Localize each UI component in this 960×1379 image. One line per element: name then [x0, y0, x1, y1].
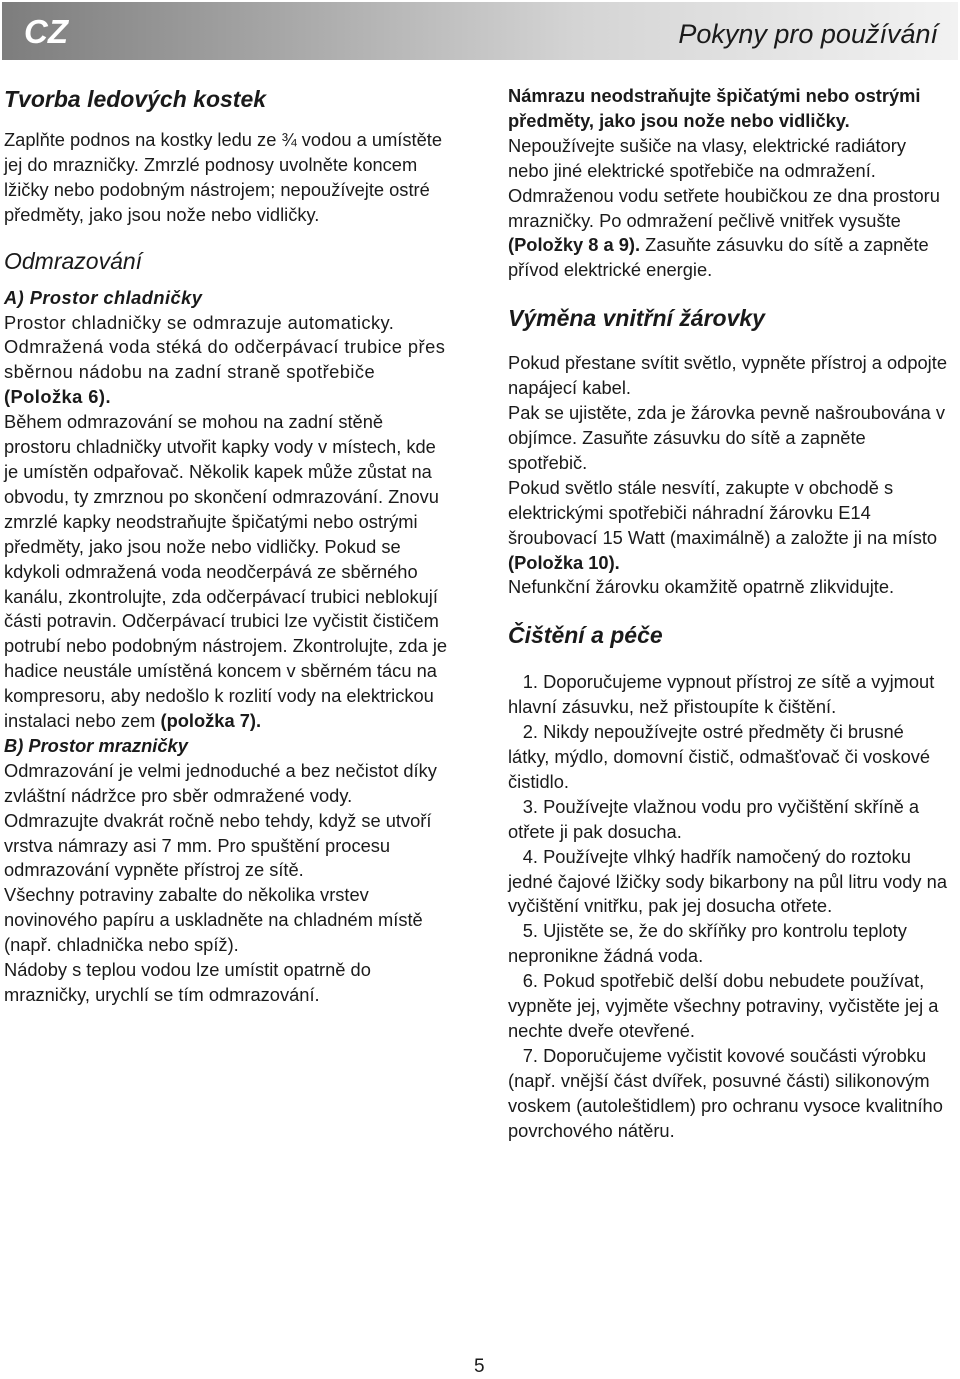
right-column [508, 84, 948, 1144]
list-number: 3. [522, 795, 538, 817]
list-item [508, 1044, 948, 1144]
list-item [508, 845, 948, 920]
freezer-paragraph-2: Odmrazujte dvakrát ročně nebo tehdy, když se utvoří vrstva námrazy asi 7 mm. Pro spuštění procesu odmrazování vypněte přístroj ze sítě. [4, 809, 432, 881]
left-column [4, 84, 450, 1008]
bulb-paragraph-4: Nefunkční žárovku okamžitě opatrně zlikvidujte. [508, 576, 895, 598]
freezer-subheading: B) Prostor mrazničky [4, 734, 188, 756]
care-heading: Čištění a péče [508, 622, 663, 649]
fridge-text-continued [4, 410, 450, 734]
list-number: 5. [522, 920, 538, 942]
header-bar [2, 2, 958, 60]
bulb-heading: Výměna vnitřní žárovky [508, 305, 765, 332]
wipe-water-text [508, 184, 948, 284]
language-code: CZ [24, 13, 68, 50]
list-number: 1. [522, 671, 538, 693]
bulb-paragraph-1: Pokud přestane svítit světlo, vypněte přístroj a odpojte napájecí kabel. [508, 352, 947, 399]
list-item [508, 919, 948, 969]
list-item [508, 969, 948, 1044]
freezer-paragraph-3: Všechny potraviny zabalte do několika vrstev novinového papíru a uskladněte na chladném místě (např. chladnička nebo spíž). [4, 884, 423, 956]
item7-ref: (položka 7). [160, 710, 262, 732]
list-text: Nikdy nepoužívejte ostré předměty či brusné látky, mýdlo, domovní čistič, odmašťovač či voskové čistidlo. [508, 721, 931, 792]
ice-cubes-heading: Tvorba ledových kostek [4, 86, 267, 112]
list-number: 6. [522, 970, 538, 992]
items8-9-ref: (Položky 8 a 9). [508, 234, 641, 256]
list-number: 4. [522, 845, 538, 867]
list-text: Doporučujeme vyčistit kovové součásti výrobku (např. vnější část dvířek, posuvné části) silikonovým voskem (autoleštidlem) pro ochranu vysoce kvalitního povrchového nátěru. [508, 1044, 943, 1141]
list-text: Pokud spotřebič delší dobu nebudete používat, vypněte jej, vyjměte všechny potraviny, vyčistěte jej a nechte dveře otevřené. [508, 970, 939, 1041]
freezer-paragraph-4: Nádoby s teplou vodou lze umístit opatrně do mrazničky, urychlí se tím odmrazování. [4, 959, 371, 1005]
wipe-water-part2: Zasuňte zásuvku do sítě a zapněte přívod elektrické energie. [508, 234, 929, 281]
list-text: Ujistěte se, že do skříňky pro kontrolu teploty nepronikne žádná voda. [508, 920, 907, 967]
list-number: 7. [522, 1044, 538, 1066]
care-list [508, 670, 948, 1143]
item10-ref: (Položka 10). [508, 551, 620, 573]
ice-cubes-text: Zaplňte podnos na kostky ledu ze ¾ vodou a umístěte jej do mrazničky. Zmrzlé podnosy uvolněte koncem lžičky nebo podobným nástrojem; nepoužívejte ostré předměty, jako jsou nože nebo vidličky. [4, 129, 443, 225]
fridge-section [4, 286, 450, 411]
section-title: Pokyny pro používání [678, 19, 938, 49]
wipe-water-part1: Odmraženou vodu setřete houbičkou ze dna prostoru mrazničky. Po odmražení pečlivě vnitřek vysušte [508, 184, 940, 231]
list-number: 2. [522, 721, 538, 743]
bulb-paragraph-3-text: Pokud světlo stále nesvítí, zakupte v obchodě s elektrickými spotřebiči náhradní žárovku E14 šroubovací 15 Watt (maximálně) a založte ji na místo [508, 476, 938, 548]
fridge-text-part1: Prostor chladničky se odmrazuje automaticky. Odmražená voda stéká do odčerpávací trubice přes sběrnou nádobu na zadní straně spotřebiče [4, 311, 446, 383]
page-number: 5 [474, 1356, 485, 1377]
bulb-paragraph-2: Pak se ujistěte, zda je žárovka pevně našroubována v objímce. Zasuňte zásuvku do sítě a zapněte spotřebič. [508, 402, 945, 473]
bulb-paragraph-3 [508, 476, 948, 576]
list-text: Používejte vlhký hadřík namočený do roztoku jedné čajové lžičky sody bikarbony na půl litru vody na vyčištění vnitřku, pak jej dosucha otřete. [508, 845, 947, 917]
no-hairdryer-text: Nepoužívejte sušiče na vlasy, elektrické radiátory nebo jiné elektrické spotřebiče na odmražení. [508, 134, 906, 181]
fridge-text [4, 311, 450, 411]
defrosting-heading: Odmrazování [4, 247, 143, 274]
freezer-paragraph-1: Odmrazování je velmi jednoduché a bez nečistot díky zvláštní nádržce pro sběr odmražené vody. [4, 759, 437, 806]
list-item [508, 670, 948, 720]
fridge-subheading: A) Prostor chladničky [4, 286, 203, 308]
item6-ref: (Položka 6). [4, 386, 111, 408]
fridge-text-part2: Během odmrazování se mohou na zadní stěně prostoru chladničky utvořit kapky vody v místech, kde je umístěn odpařovač. Několik kapek může zůstat na obvodu, ty zmrznou po skončení odmrazování. Znovu zmrzlé kapky neodstraňujte špičatými nebo ostrými předměty, jako jsou nože nebo vidličky. Pokud se kdykoli odmražená voda neodčerpává ze sběrného kanálu, zkontrolujte, zda odčerpávací trubici neblokují části potravin. Odčerpávací trubici lze vyčistit čističem potrubí nebo podobným nástrojem. Zkontrolujte, zda je hadice neustále umístěná koncem v sběrném tácu na kompresoru, aby nedošlo k rozlití vody na elektrickou instalaci nebo zem [4, 411, 448, 732]
list-text: Doporučujeme vypnout přístroj ze sítě a vyjmout hlavní zásuvku, než přistoupíte k čištění. [508, 671, 935, 718]
list-text: Používejte vlažnou vodu pro vyčištění skříně a otřete ji pak dosucha. [508, 795, 920, 842]
list-item [508, 720, 948, 795]
warning-text: Námrazu neodstraňujte špičatými nebo ostrými předměty, jako jsou nože nebo vidličky. [508, 85, 921, 131]
list-item [508, 795, 948, 845]
